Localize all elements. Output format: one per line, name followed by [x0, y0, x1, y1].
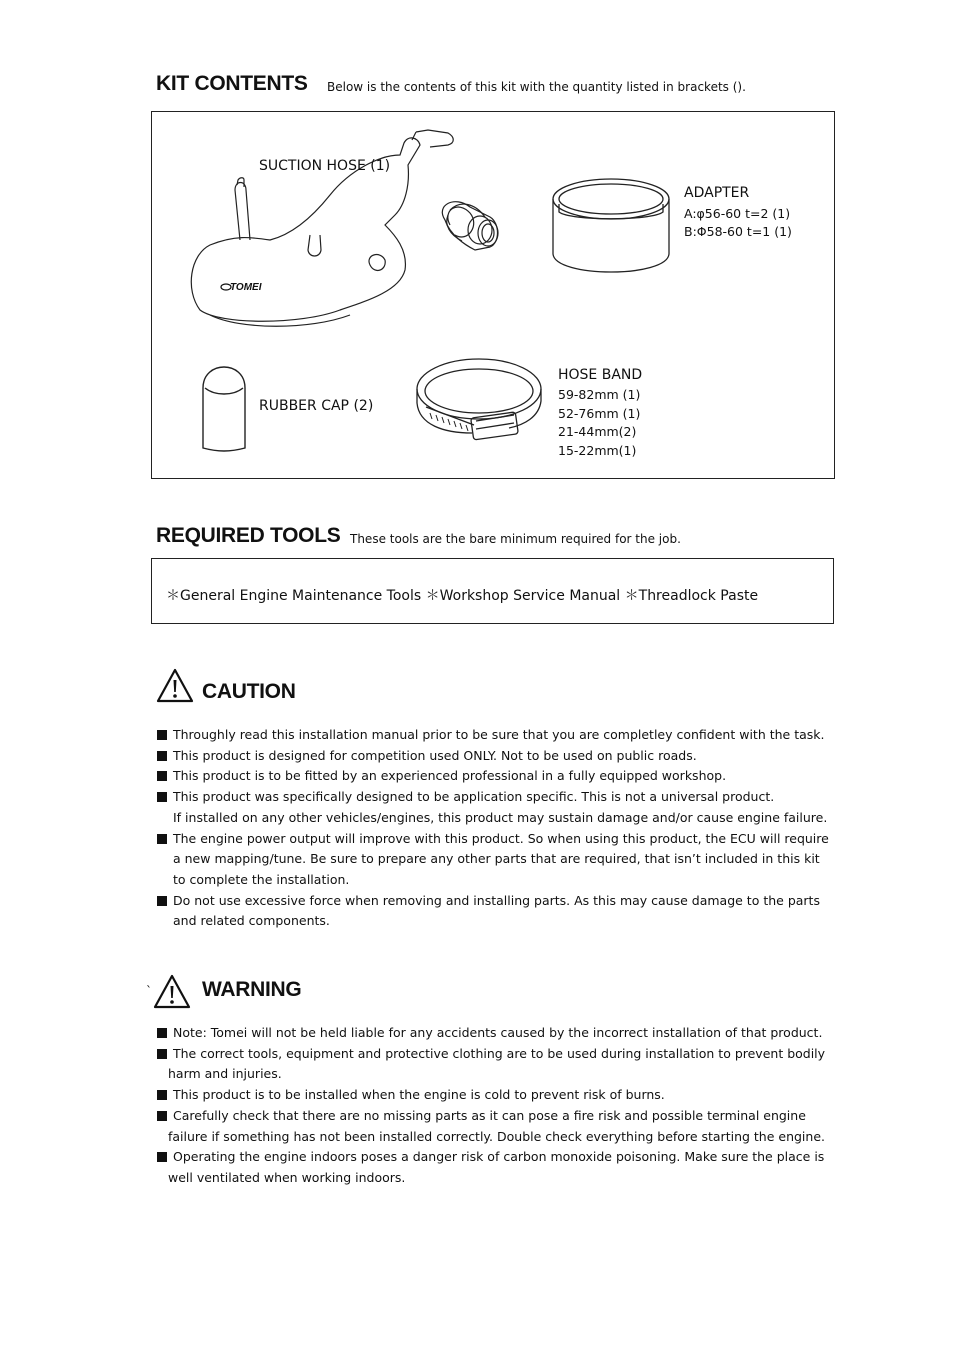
hose-band-illustration	[414, 355, 544, 445]
hose-band-spec-4: 15-22mm(1)	[558, 443, 637, 458]
warning-item-1: Note: Tomei will not be held liable for any accidents caused by the incorrect installation of that product.	[157, 1023, 825, 1044]
caution-item-5: The engine power output will improve with this product. So when using this product, the ECU will require	[157, 829, 829, 850]
rubber-cap-illustration	[200, 360, 250, 452]
caution-item-6-cont: and related components.	[173, 913, 330, 929]
required-tools-subtitle: These tools are the bare minimum required for the job.	[350, 532, 681, 546]
required-tools-list: ＊General Engine Maintenance Tools ＊Workshop Service Manual ＊Threadlock Paste	[166, 588, 759, 604]
warning-item-2: The correct tools, equipment and protective clothing are to be used during installation to prevent bodily	[157, 1044, 825, 1065]
hose-band-label: HOSE BAND	[558, 367, 643, 383]
adapter-spec-a: A:φ56-60 t=2 (1)	[684, 206, 791, 221]
adapter-label: ADAPTER	[684, 185, 750, 201]
required-tools-title: REQUIRED TOOLS	[156, 524, 341, 547]
hose-band-spec-1: 59-82mm (1)	[558, 387, 641, 402]
adapter-ring-illustration	[550, 176, 674, 276]
caution-item-4-cont: If installed on any other vehicles/engines, this product may sustain damage and/or cause engine failure.	[173, 809, 828, 825]
suction-hose-illustration	[180, 125, 430, 335]
warning-item-4-cont: failure if something has not been installed correctly. Double check everything before starting the engine.	[168, 1128, 825, 1144]
caution-list	[157, 725, 829, 932]
warning-item-5: Operating the engine indoors poses a danger risk of carbon monoxide poisoning. Make sure the place is	[157, 1147, 825, 1168]
stray-mark: `	[146, 984, 152, 998]
caution-title: CAUTION	[202, 680, 296, 703]
kit-contents-subtitle: Below is the contents of this kit with the quantity listed in brackets ().	[327, 80, 746, 94]
caution-item-2: This product is designed for competition used ONLY. Not to be used on public roads.	[157, 746, 829, 767]
warning-item-4: Carefully check that there are no missing parts as it can pose a fire risk and possible terminal engine	[157, 1106, 825, 1127]
caution-item-5-cont-1: a new mapping/tune. Be sure to prepare any other parts that are required, that isn’t included in this kit	[173, 851, 820, 867]
adapter-spec-b: B:Φ58-60 t=1 (1)	[684, 224, 792, 239]
warning-item-3: This product is to be installed when the engine is cold to prevent risk of burns.	[157, 1085, 825, 1106]
warning-icon	[153, 974, 191, 1010]
warning-item-2-cont: harm and injuries.	[168, 1066, 282, 1082]
caution-item-6: Do not use excessive force when removing and installing parts. As this may cause damage to the parts	[157, 891, 829, 912]
warning-item-5-cont: well ventilated when working indoors.	[168, 1169, 406, 1185]
caution-item-1: Throughly read this installation manual prior to be sure that you are completley confident with the task.	[157, 725, 829, 746]
warning-title: WARNING	[202, 978, 302, 1001]
tomei-logo: TOMEI	[230, 282, 262, 293]
caution-warning-icon	[156, 668, 194, 704]
caution-item-5-cont-2: to complete the installation.	[173, 871, 350, 887]
caution-item-4: This product was specifically designed to be application specific. This is not a universal product.	[157, 787, 829, 808]
caution-item-3: This product is to be fitted by an experienced professional in a fully equipped workshop.	[157, 766, 829, 787]
hose-outlet-illustration	[430, 195, 510, 265]
suction-hose-label: SUCTION HOSE (1)	[259, 158, 391, 174]
hose-band-spec-3: 21-44mm(2)	[558, 424, 637, 439]
kit-contents-title: KIT CONTENTS	[156, 72, 308, 95]
hose-band-spec-2: 52-76mm (1)	[558, 406, 641, 421]
warning-list	[157, 1023, 825, 1189]
rubber-cap-label: RUBBER CAP (2)	[259, 398, 374, 414]
